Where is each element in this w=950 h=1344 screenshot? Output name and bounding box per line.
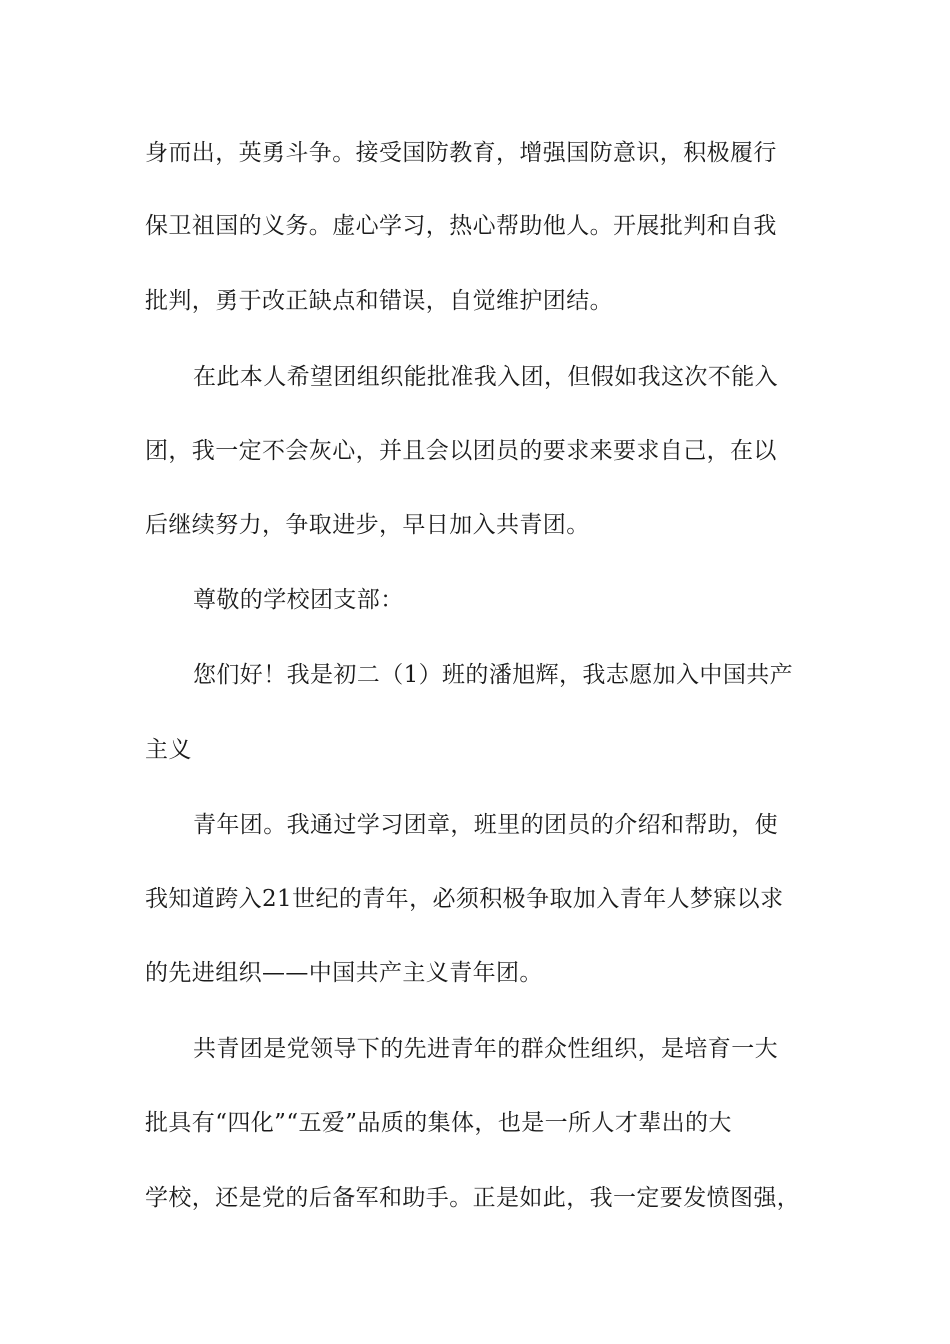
text-line: 主义	[145, 737, 192, 763]
paragraph-first-line: 在此本人希望团组织能批准我入团，但假如我这次不能入	[193, 364, 778, 390]
text-line: 团，我一定不会灰心，并且会以团员的要求来要求自己，在以	[145, 438, 777, 464]
paragraph-first-line: 您们好！我是初二（1）班的潘旭辉，我志愿加入中国共产	[193, 662, 794, 688]
text-line: 学校，还是党的后备军和助手。正是如此，我一定要发愤图强，	[145, 1185, 801, 1211]
text-line: 保卫祖国的义务。虚心学习，热心帮助他人。开展批判和自我	[145, 213, 777, 239]
text-line: 批判，勇于改正缺点和错误，自觉维护团结。	[145, 288, 613, 314]
paragraph-first-line: 青年团。我通过学习团章，班里的团员的介绍和帮助，使	[193, 812, 778, 838]
text-line: 我知道跨入21世纪的青年，必须积极争取加入青年人梦寐以求	[145, 886, 784, 912]
text-line: 后继续努力，争取进步，早日加入共青团。	[145, 512, 590, 538]
paragraph-first-line: 共青团是党领导下的先进青年的群众性组织，是培育一大	[193, 1036, 778, 1062]
salutation: 尊敬的学校团支部：	[193, 587, 404, 613]
text-line: 身而出，英勇斗争。接受国防教育，增强国防意识，积极履行	[145, 140, 777, 166]
text-line: 批具有“四化”“五爱”品质的集体，也是一所人才辈出的大	[145, 1110, 732, 1136]
text-line: 的先进组织——中国共产主义青年团。	[145, 960, 543, 986]
